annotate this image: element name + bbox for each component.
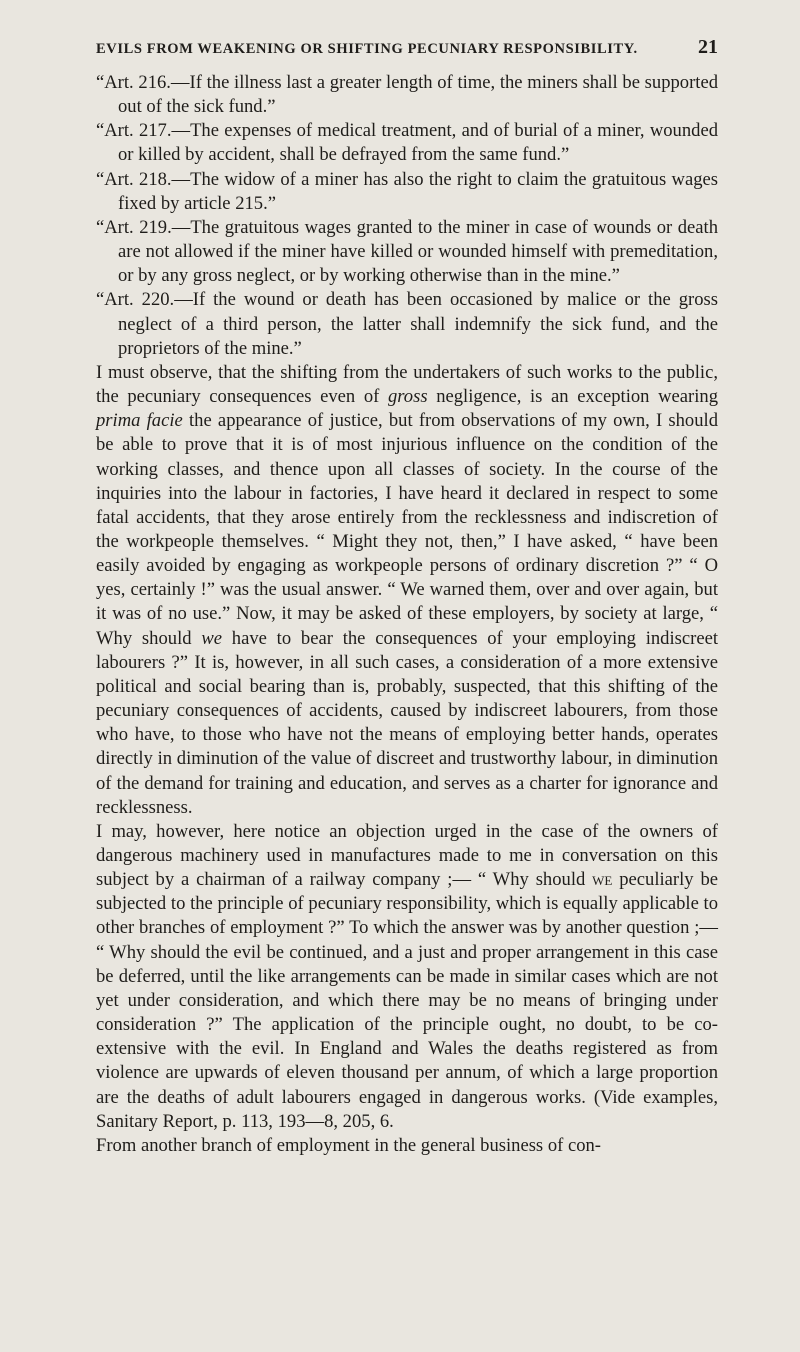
text-run: peculiarly be subjected to the principle of pecuniary responsibility, which is equally applicable to other branches of employment ?” To which the answer was by another question ;— “ Why should the evil be continued, and a just and proper arrangement in this case be deferred, until the like arrangements can be made in similar cases which are not yet under consideration, and which there may be no means of bringing under consideration ?” The application of the principle ought, no doubt, to be co-extensive with the evil. In England and Wales the deaths registered as from violence are upwards of eleven thousand per annum, of which a large proportion are the deaths of adult labourers engaged in dangerous works. (Vide examples, Sanitary Report, p. 113, 193—8, 205, 6. <box>96 869 718 1132</box>
italic-prima-facie: prima facie <box>96 410 183 432</box>
small-caps-we: we <box>592 869 613 891</box>
article-216: “Art. 216.—If the illness last a greater length of time, the miners shall be supported out of the sick fund.” <box>96 72 718 118</box>
page-number: 21 <box>698 36 718 58</box>
page-body <box>96 71 718 1158</box>
article-220: “Art. 220.—If the wound or death has been occasioned by malice or the gross neglect of a third person, the latter shall indemnify the sick fund, and the proprietors of the mine.” <box>96 289 718 359</box>
paragraph-shifting-responsibility <box>96 361 718 820</box>
article-219: “Art. 219.—The gratuitous wages granted to the miner in case of wounds or death are not allowed if the miner have killed or wounded himself with premeditation, or by any gross neglect, or by working otherwise than in the mine.” <box>96 216 718 287</box>
running-head <box>96 36 718 59</box>
article-217: “Art. 217.—The expenses of medical treatment, and of burial of a miner, wounded or killed by accident, shall be defrayed from the same fund.” <box>96 120 718 166</box>
text-run: the appearance of justice, but from observations of my own, I should be able to prove that it is of most injurious influence on the condition of the working classes, and thence upon all classes of society. In the course of the inquiries into the labour in factories, I have heard it declared in respect to some fatal accidents, that they arose entirely from the recklessness and indiscretion of the workpeople themselves. “ Might they not, then,” I have asked, “ have been easily avoided by engaging as workpeople persons of ordinary discretion ?” “ O yes, certainly !” was the usual answer. “ We warned them, over and over again, but it was of no use.” Now, it may be asked of these employers, by society at large, “ Why should <box>96 410 718 649</box>
text-run: I must observe, that the shifting from the undertakers of such works to the public, the pecuniary consequences even of <box>96 361 718 408</box>
running-head-title: EVILS FROM WEAKENING OR SHIFTING PECUNIARY RESPONSIBILITY. <box>96 41 638 57</box>
italic-gross: gross <box>387 386 428 408</box>
article-218: “Art. 218.—The widow of a miner has also the right to claim the gratuitous wages fixed by article 215.” <box>96 168 718 214</box>
text-run: negligence, is an exception wearing <box>427 386 718 408</box>
text-run: I may, however, here notice an objection urged in the case of the owners of dangerous machinery used in manufactures made to me in conversation on this subject by a chairman of a railway company ;— “ Why should <box>96 820 718 891</box>
paragraph-continuation: From another branch of employment in the general business of con- <box>96 1134 601 1156</box>
text-run: have to bear the consequences of your employing indiscreet labourers ?” It is, however, in all such cases, a consideration of a more extensive political and social bearing than is, probably, suspected, that this shifting of the pecuniary consequences of accidents, caused by indiscreet labourers, from those who have, to those who have not the means of employing better hands, operates directly in diminution of the value of discreet and trustworthy labour, in diminution of the demand for training and education, and serves as a charter for ignorance and recklessness. <box>96 627 718 818</box>
paragraph-objection <box>96 820 718 1134</box>
italic-we: we <box>201 627 222 649</box>
